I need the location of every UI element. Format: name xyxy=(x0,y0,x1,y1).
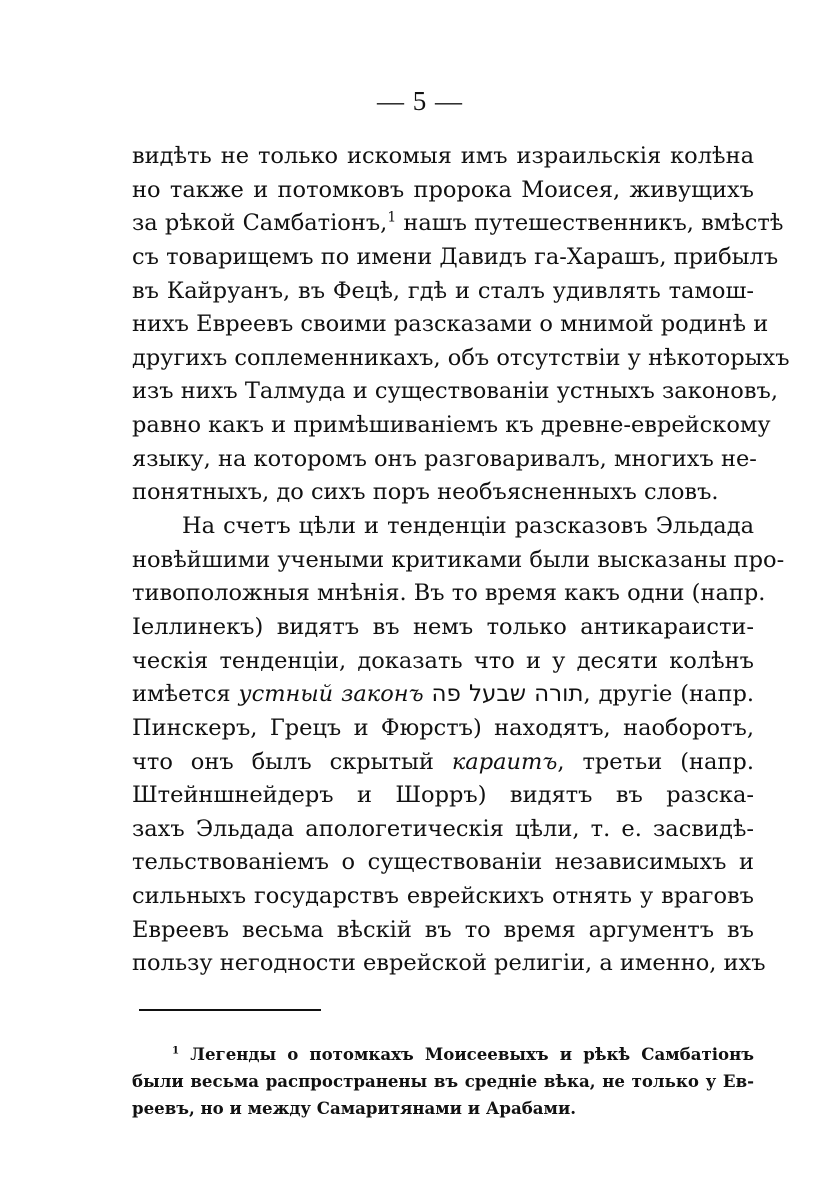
text-fragment: имѣется xyxy=(132,681,239,708)
footnote-line: были весьма распространены въ средніе вѣка, не только у Ев- xyxy=(132,1071,754,1091)
text-fragment: , другіе (напр. xyxy=(583,681,755,708)
text-fragment: за рѣкой Самбатіонъ, xyxy=(132,210,388,237)
text-line: ческія тенденціи, доказать что и у десяти колѣнъ xyxy=(132,647,754,674)
text-fragment: нашъ путешественникъ, вмѣстѣ xyxy=(396,210,784,237)
text-line: видѣть не только искомыя имъ израильскія колѣна xyxy=(132,143,754,169)
text-line: изъ нихъ Талмуда и существованіи устныхъ законовъ, xyxy=(132,378,778,405)
text-line: Пинскеръ, Грецъ и Фюрстъ) находятъ, наоборотъ, xyxy=(132,714,754,741)
hebrew-phrase: תורה שבעל פה xyxy=(431,681,584,708)
text-line: тивоположныя мнѣнія. Въ то время какъ одни (напр. xyxy=(132,580,766,607)
italic-term: караитъ xyxy=(451,748,558,775)
text-line: захъ Эльдада апологетическія цѣли, т. е. засвидѣ- xyxy=(132,815,754,842)
text-line: нихъ Евреевъ своими разсказами о мнимой родинѣ и xyxy=(132,311,769,338)
text-line: Евреевъ весьма вѣскій въ то время аргументъ въ xyxy=(132,916,754,943)
italic-term: устный законъ xyxy=(238,681,424,708)
footnote-line: реевъ, но и между Самаритянами и Арабами. xyxy=(132,1098,577,1118)
text-line: другихъ соплеменникахъ, объ отсутствіи у нѣкоторыхъ xyxy=(132,344,790,371)
text-line: но также и потомковъ пророка Моисея, живущихъ xyxy=(132,176,754,203)
text-line: новѣйшими учеными критиками были высказаны про- xyxy=(132,546,785,573)
text-line: тельствованіемъ о существованіи независимыхъ и xyxy=(132,849,754,876)
text-line xyxy=(132,207,784,241)
text-line: Іеллинекъ) видятъ въ немъ только антикараисти- xyxy=(132,613,754,640)
text-line: пользу негодности еврейской религіи, а именно, ихъ xyxy=(132,950,766,977)
text-line: съ товарищемъ по имени Давидъ га-Харашъ, прибылъ xyxy=(132,243,779,270)
footnote-mark: 1 xyxy=(172,1044,180,1057)
footnote-reference[interactable]: 1 xyxy=(387,209,397,226)
text-fragment: , третьи (напр. xyxy=(557,748,754,775)
main-text xyxy=(132,140,790,981)
text-line: сильныхъ государствъ еврейскихъ отнять у враговъ xyxy=(132,883,754,910)
footnote-line xyxy=(132,1041,754,1068)
text-line: понятныхъ, до сихъ поръ необъясненныхъ словъ. xyxy=(132,479,719,506)
text-fragment: Легенды о потомкахъ Моисеевыхъ и рѣкѣ Самбатіонъ xyxy=(179,1044,754,1064)
footnote-divider xyxy=(139,1009,321,1011)
page-number: — 5 — xyxy=(377,86,463,116)
footnote xyxy=(132,1041,754,1122)
text-fragment: что онъ былъ скрытый xyxy=(132,748,452,775)
text-line xyxy=(132,746,754,780)
text-line: въ Кайруанъ, въ Фецѣ, гдѣ и сталъ удивлять тамош- xyxy=(132,277,754,304)
text-line xyxy=(132,678,754,712)
text-line: Штейншнейдеръ и Шорръ) видятъ въ разска- xyxy=(132,782,754,809)
text-line: языку, на которомъ онъ разговаривалъ, многихъ не- xyxy=(132,445,757,472)
paragraph-start-line: На счетъ цѣли и тенденціи разсказовъ Эльдада xyxy=(182,513,754,540)
text-line: равно какъ и примѣшиваніемъ къ древне-еврейскому xyxy=(132,412,771,439)
